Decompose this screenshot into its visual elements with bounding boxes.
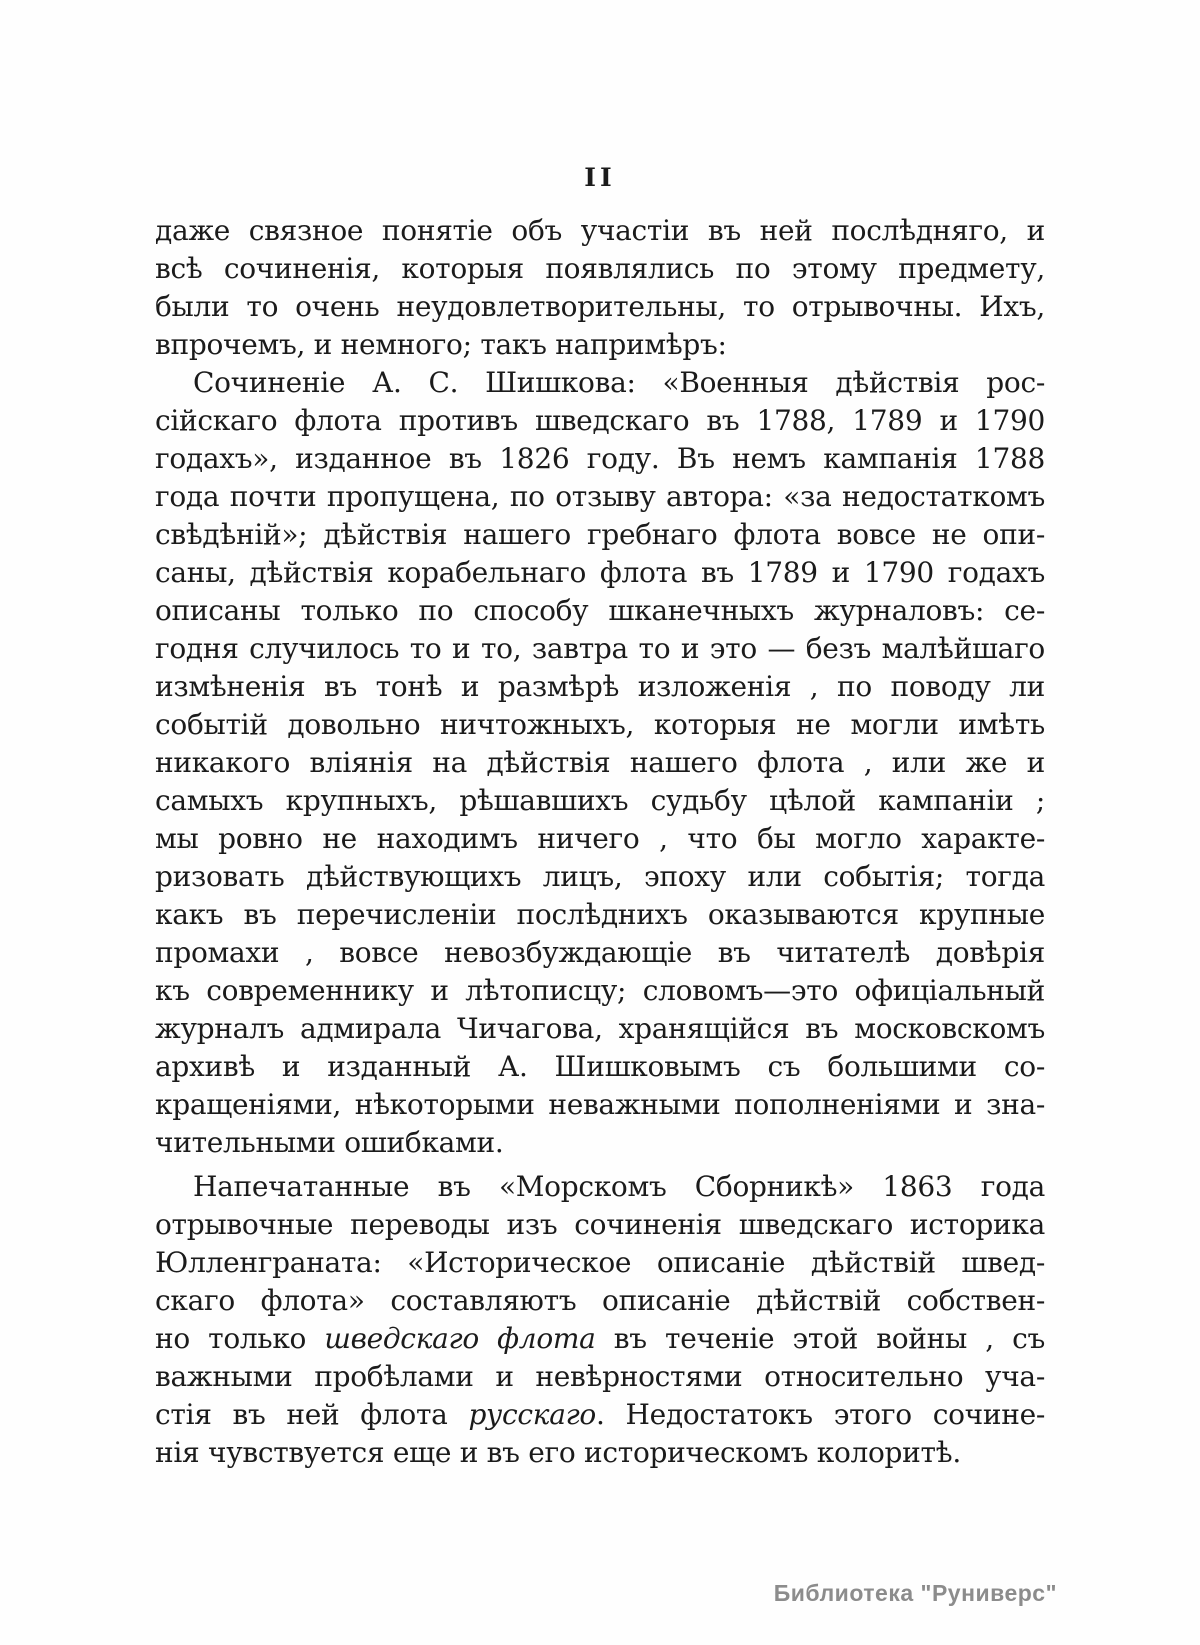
text-line: важными пробѣлами и невѣрностями относительно уча- <box>155 1360 1045 1393</box>
text-line: журналъ адмирала Чичагова, хранящійся въ московскомъ <box>155 1012 1045 1045</box>
text-line: стія въ ней флота русскаго. Недостатокъ этого сочине- <box>155 1398 1045 1431</box>
text-line: года почти пропущена, по отзыву автора: «за недостаткомъ <box>155 480 1045 513</box>
text-line: скаго флота» составляютъ описаніе дѣйствій собствен- <box>155 1284 1045 1317</box>
text-line: никакого вліянія на дѣйствія нашего флота , или же и <box>155 746 1045 779</box>
text-line: мы ровно не находимъ ничего , что бы могло характе- <box>155 822 1045 855</box>
text-line: но только шведскаго флота въ теченіе этой войны , съ <box>155 1322 1045 1355</box>
text-line: нія чувствуется еще и въ его историческомъ колоритѣ. <box>155 1436 961 1469</box>
body-text <box>155 212 1045 1472</box>
text-line: чительными ошибками. <box>155 1126 504 1159</box>
text-line: свѣдѣній»; дѣйствія нашего гребнаго флота вовсе не опи- <box>155 518 1045 551</box>
text-line: ризовать дѣйствующихъ лицъ, эпоху или событія; тогда <box>155 860 1045 893</box>
text-line: промахи , вовсе невозбуждающіе въ читателѣ довѣрія <box>155 936 1045 969</box>
italic-phrase: русскаго <box>468 1398 596 1431</box>
text-line: описаны только по способу шканечныхъ журналовъ: се- <box>155 594 1045 627</box>
text-line: всѣ сочиненія, которыя появлялись по этому предмету, <box>155 252 1045 285</box>
text-line: архивѣ и изданный А. Шишковымъ съ большими со- <box>155 1050 1045 1083</box>
text-line: измѣненія въ тонѣ и размѣрѣ изложенія , по поводу ли <box>155 670 1045 703</box>
library-watermark: Библиотека "Руниверс" <box>773 1580 1057 1606</box>
paragraph <box>155 212 1045 364</box>
text-line: саны, дѣйствія корабельнаго флота въ 1789 и 1790 годахъ <box>155 556 1045 589</box>
italic-phrase: шведскаго флота <box>324 1322 596 1355</box>
text-line: были то очень неудовлетворительны, то отрывочны. Ихъ, <box>155 290 1045 323</box>
text-line: какъ въ перечисленіи послѣднихъ оказываются крупные <box>155 898 1045 931</box>
text-line: самыхъ крупныхъ, рѣшавшихъ судьбу цѣлой кампаніи ; <box>155 784 1045 817</box>
text-line: къ современнику и лѣтописцу; словомъ—это офиціальный <box>155 974 1045 1007</box>
paragraph <box>155 1168 1045 1472</box>
text-line: Сочиненіе А. С. Шишкова: «Военныя дѣйствія рос- <box>193 366 1045 399</box>
text-line: кращеніями, нѣкоторыми неважными пополненіями и зна- <box>155 1088 1045 1121</box>
text-line: Юлленграната: «Историческое описаніе дѣйствій швед- <box>155 1246 1045 1279</box>
text-line: годахъ», изданное въ 1826 году. Въ немъ кампанія 1788 <box>155 442 1045 475</box>
text-line: сійскаго флота противъ шведскаго въ 1788, 1789 и 1790 <box>155 404 1045 437</box>
text-line: отрывочные переводы изъ сочиненія шведскаго историка <box>155 1208 1045 1241</box>
page-number: II <box>584 163 616 192</box>
text-line: годня случилось то и то, завтра то и это — безъ малѣйшаго <box>155 632 1045 665</box>
text-line: событій довольно ничтожныхъ, которыя не могли имѣть <box>155 708 1045 741</box>
text-line: впрочемъ, и немного; такъ напримѣръ: <box>155 328 727 361</box>
text-line: Напечатанные въ «Морскомъ Сборникѣ» 1863 года <box>193 1170 1045 1203</box>
text-line: даже связное понятіе объ участіи въ ней послѣдняго, и <box>155 214 1045 247</box>
paragraph <box>155 364 1045 1162</box>
